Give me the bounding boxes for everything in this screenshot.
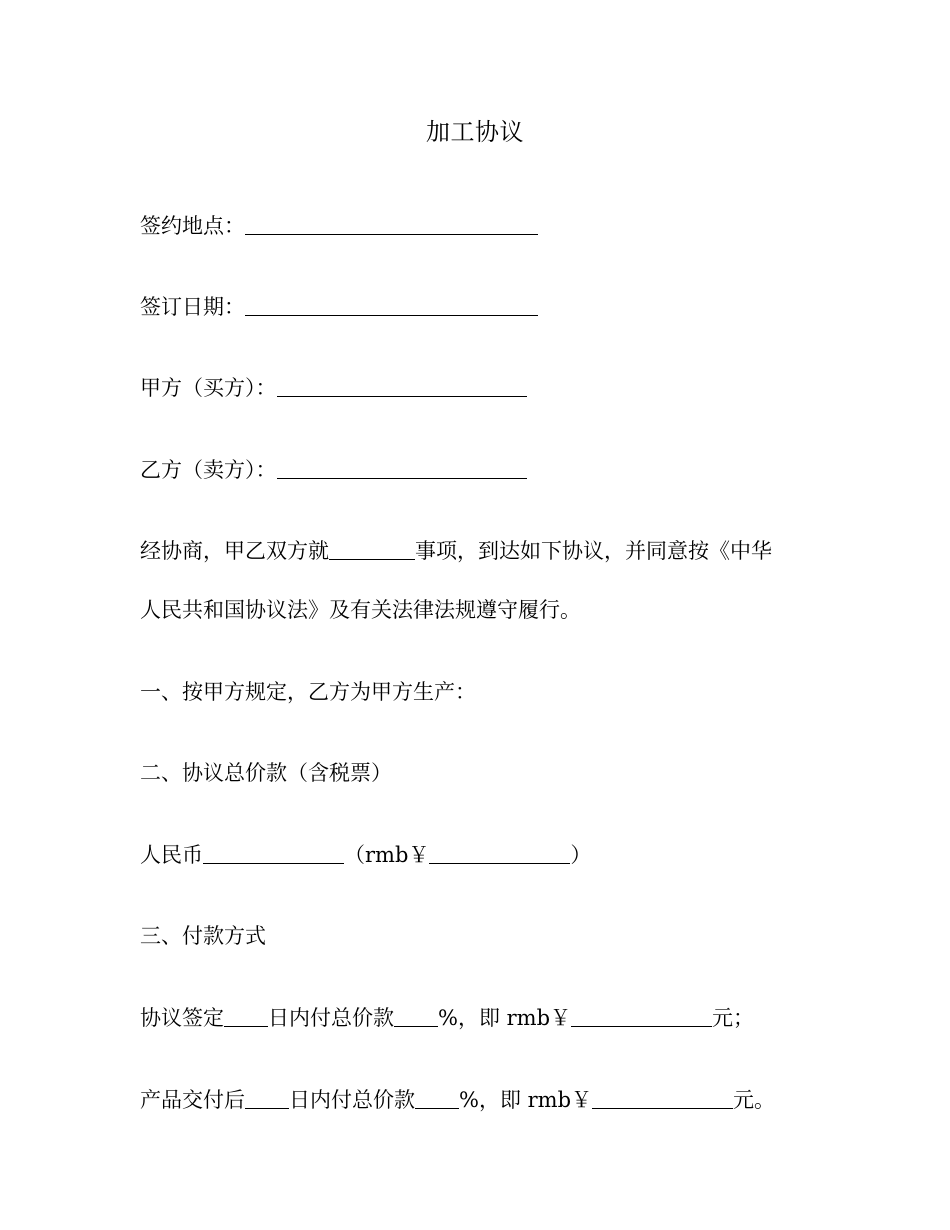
- rmb-code-label: （rmb￥: [344, 843, 430, 867]
- document-title: 加工协议: [426, 118, 524, 146]
- payment1-days-blank[interactable]: [224, 1008, 268, 1027]
- payment1-text-a: 协议签定: [140, 1006, 224, 1030]
- clause-2: 二、协议总价款（含税票）: [140, 761, 392, 785]
- party-a-line: [140, 372, 820, 404]
- payment1-text-c: %，即 rmb￥: [438, 1006, 572, 1030]
- party-b-blank[interactable]: [277, 460, 527, 479]
- rmb-amount-number-blank[interactable]: [429, 845, 570, 864]
- intro-line-2: 人民共和国协议法》及有关法律法规遵守履行。: [140, 598, 581, 622]
- payment2-text-b: 日内付总价款: [289, 1088, 415, 1112]
- sign-date-label: 签订日期：: [140, 295, 245, 319]
- payment-line-2: [140, 1084, 820, 1116]
- payment1-amount-blank[interactable]: [571, 1008, 712, 1027]
- intro-text-a: 经协商，甲乙双方就: [140, 539, 329, 563]
- payment2-percent-blank[interactable]: [415, 1090, 459, 1109]
- sign-place-blank[interactable]: [245, 216, 538, 235]
- price-line: [140, 839, 820, 871]
- party-b-label: 乙方（卖方）：: [140, 458, 277, 482]
- payment2-text-c: %，即 rmb￥: [459, 1088, 593, 1112]
- payment2-amount-blank[interactable]: [592, 1090, 733, 1109]
- price-close-paren: ）: [570, 843, 592, 867]
- sign-place-label: 签约地点：: [140, 214, 245, 238]
- sign-date-line: [140, 291, 820, 323]
- rmb-label: 人民币: [140, 843, 203, 867]
- payment2-days-blank[interactable]: [245, 1090, 289, 1109]
- party-a-blank[interactable]: [277, 378, 527, 397]
- payment-line-1: [140, 1002, 820, 1034]
- clause-1: 一、按甲方规定，乙方为甲方生产：: [140, 680, 476, 704]
- clause-3: 三、付款方式: [140, 924, 266, 948]
- party-b-line: [140, 454, 820, 486]
- payment1-percent-blank[interactable]: [394, 1008, 438, 1027]
- intro-text-b: 事项，到达如下协议，并同意按《中华: [415, 539, 772, 563]
- party-a-label: 甲方（买方）：: [140, 376, 277, 400]
- payment1-text-d: 元；: [712, 1006, 755, 1030]
- intro-line-1: [140, 535, 820, 567]
- sign-date-blank[interactable]: [245, 297, 538, 316]
- payment2-text-a: 产品交付后: [140, 1088, 245, 1112]
- payment1-text-b: 日内付总价款: [268, 1006, 394, 1030]
- matter-blank[interactable]: [329, 541, 415, 560]
- sign-place-line: [140, 210, 820, 242]
- rmb-amount-words-blank[interactable]: [203, 845, 344, 864]
- payment2-text-d: 元。: [733, 1088, 776, 1112]
